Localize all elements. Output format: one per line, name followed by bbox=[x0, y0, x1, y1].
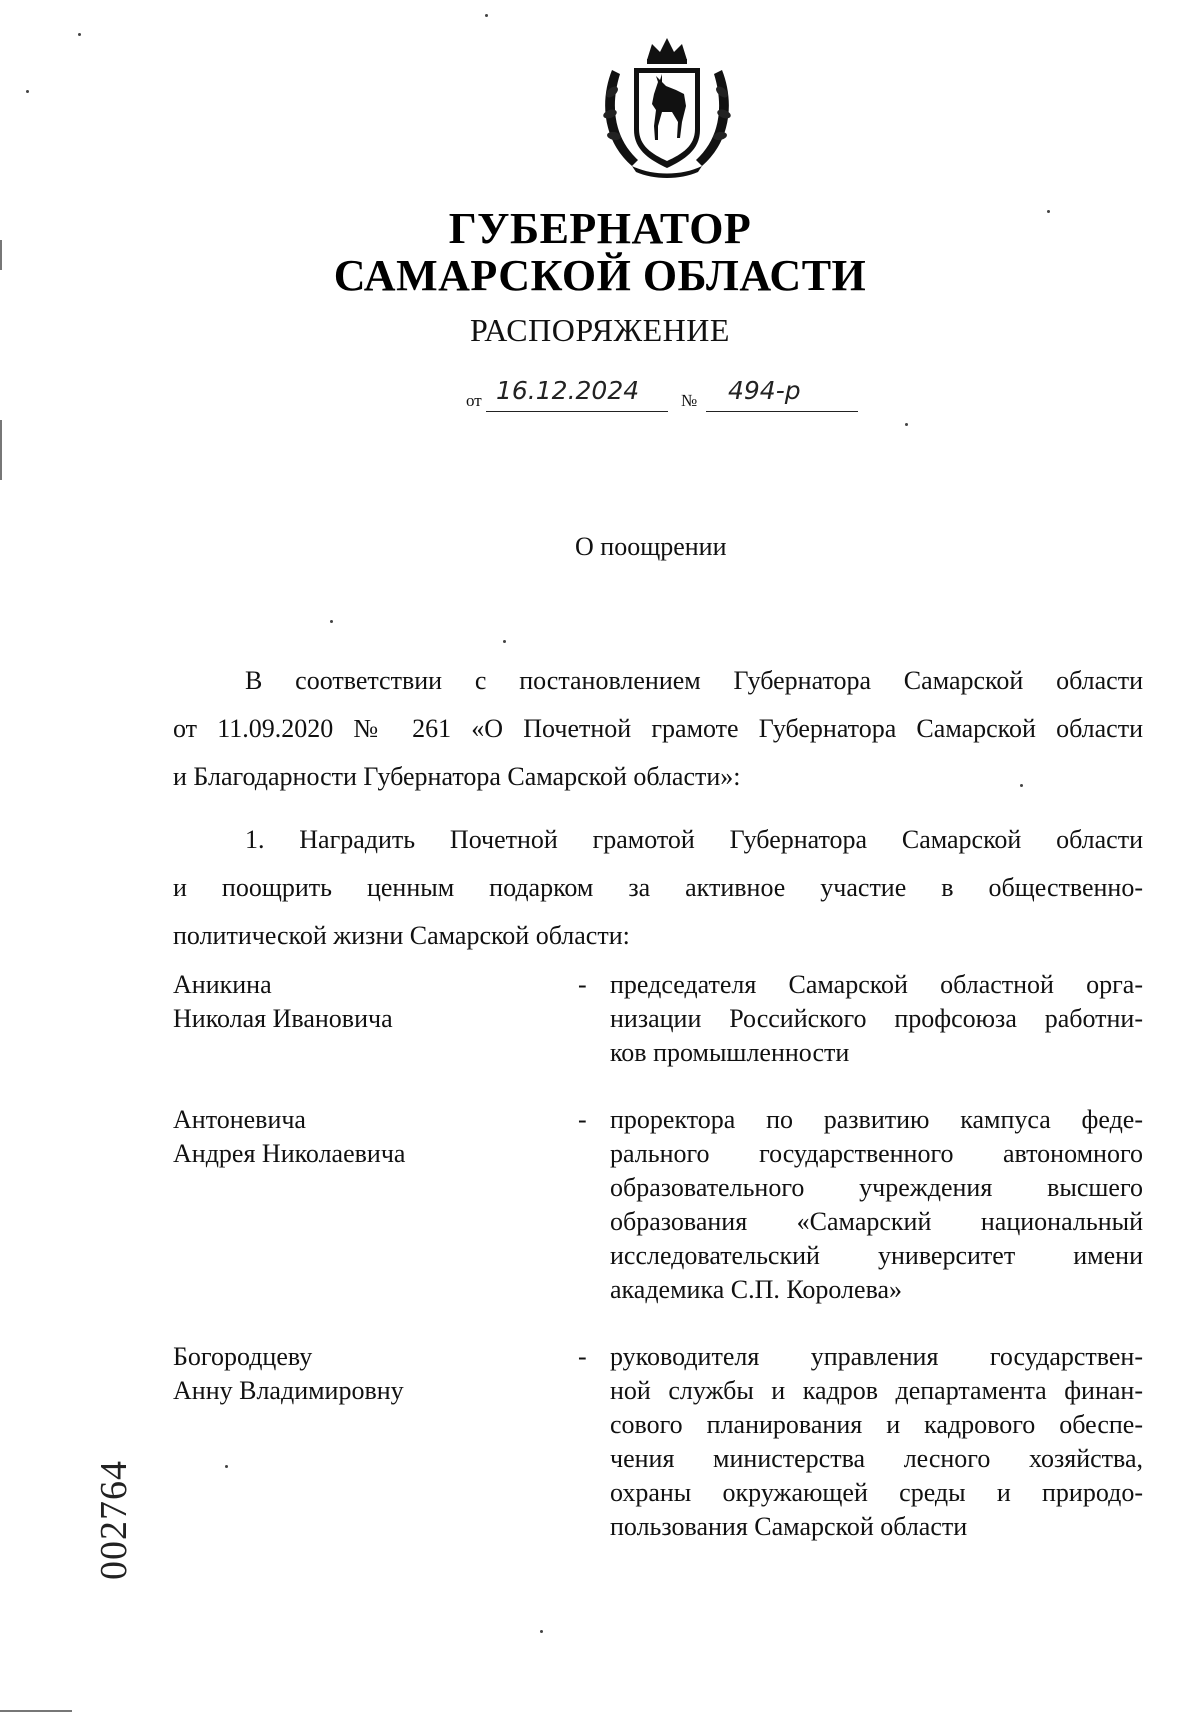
awardee-given-names: Андрея Николаевича bbox=[173, 1139, 406, 1168]
number-label: № bbox=[681, 391, 698, 410]
awardee-dash: - bbox=[578, 970, 587, 999]
scan-speck bbox=[330, 620, 333, 623]
item1-paragraph bbox=[173, 816, 1143, 960]
scan-speck bbox=[503, 640, 506, 643]
date-handwritten: 16.12.2024 bbox=[496, 376, 640, 405]
awardee-position bbox=[610, 1340, 1143, 1544]
awardee-position bbox=[610, 1103, 1143, 1307]
position-line: ков промышленности bbox=[610, 1038, 850, 1067]
awardee-name bbox=[173, 968, 573, 1036]
preamble-line: и Благодарности Губернатора Самарской области»: bbox=[173, 762, 741, 791]
document-type: РАСПОРЯЖЕНИЕ bbox=[470, 312, 730, 348]
awardee-name bbox=[173, 1340, 573, 1408]
awardee-surname: Антоневича bbox=[173, 1105, 306, 1134]
position-line: проректора по развитию кампуса феде- bbox=[610, 1105, 1143, 1134]
position-line: пользования Самарской области bbox=[610, 1512, 968, 1541]
document-subject: О поощрении bbox=[575, 532, 727, 561]
position-line: образовательного учреждения высшего bbox=[610, 1173, 1143, 1202]
position-line: сового планирования и кадрового обеспе- bbox=[610, 1410, 1143, 1439]
item1-line: и поощрить ценным подарком за активное участие в общественно- bbox=[173, 873, 1143, 902]
scan-speck bbox=[1047, 210, 1050, 213]
scan-edge-mark bbox=[0, 240, 2, 270]
date-number-row bbox=[466, 372, 866, 416]
scan-speck bbox=[225, 1465, 228, 1468]
coat-of-arms-emblem bbox=[592, 30, 742, 178]
position-line: чения министерства лесного хозяйства, bbox=[610, 1444, 1143, 1473]
scan-speck bbox=[540, 1630, 543, 1633]
awardee-surname: Богородцеву bbox=[173, 1342, 313, 1371]
item1-line: политической жизни Самарской области: bbox=[173, 921, 630, 950]
issuer-title-line2: САМАРСКОЙ ОБЛАСТИ bbox=[333, 251, 867, 300]
awardee-dash: - bbox=[578, 1342, 587, 1371]
awardee-name bbox=[173, 1103, 573, 1171]
preamble-line: от 11.09.2020 № 261 «О Почетной грамоте Губернатора Самарской области bbox=[173, 714, 1143, 743]
date-underline bbox=[486, 411, 668, 412]
scan-speck bbox=[905, 423, 908, 426]
position-line: академика С.П. Королева» bbox=[610, 1275, 903, 1304]
scan-speck bbox=[78, 33, 81, 36]
scan-edge-mark bbox=[0, 420, 2, 480]
side-serial-number: 002764 bbox=[93, 1460, 135, 1580]
position-line: исследовательский университет имени bbox=[610, 1241, 1143, 1270]
number-handwritten: 494-р bbox=[728, 376, 801, 405]
date-label: от bbox=[466, 391, 482, 410]
position-line: рального государственного автономного bbox=[610, 1139, 1143, 1168]
preamble-line: В соответствии с постановлением Губернатора Самарской области bbox=[245, 666, 1143, 695]
preamble-paragraph bbox=[173, 657, 1143, 801]
scan-speck bbox=[26, 90, 29, 93]
number-underline bbox=[706, 411, 858, 412]
position-line: ной службы и кадров департамента финан- bbox=[610, 1376, 1143, 1405]
awardee-surname: Аникина bbox=[173, 970, 272, 999]
issuer-title-line1: ГУБЕРНАТОР bbox=[448, 204, 752, 253]
item1-line: 1. Наградить Почетной грамотой Губернатора Самарской области bbox=[245, 825, 1143, 854]
scan-edge-mark bbox=[0, 1710, 72, 1712]
position-line: образования «Самарский национальный bbox=[610, 1207, 1143, 1236]
awardee-given-names: Николая Ивановича bbox=[173, 1004, 393, 1033]
awardee-position bbox=[610, 968, 1143, 1070]
position-line: председателя Самарской областной орга- bbox=[610, 970, 1143, 999]
scan-speck bbox=[1020, 784, 1023, 787]
position-line: низации Российского профсоюза работни- bbox=[610, 1004, 1143, 1033]
awardee-dash: - bbox=[578, 1105, 587, 1134]
position-line: охраны окружающей среды и природо- bbox=[610, 1478, 1143, 1507]
position-line: руководителя управления государствен- bbox=[610, 1342, 1143, 1371]
scan-speck bbox=[485, 14, 488, 17]
awardee-given-names: Анну Владимировну bbox=[173, 1376, 404, 1405]
